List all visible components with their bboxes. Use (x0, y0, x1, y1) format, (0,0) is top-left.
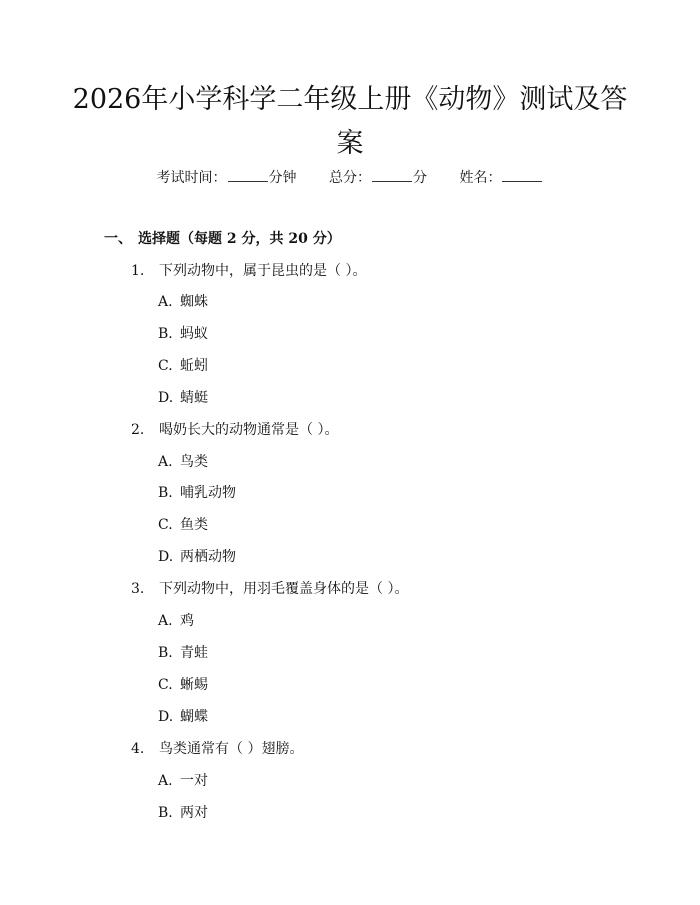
option-letter: A. (158, 454, 173, 470)
exam-time-label: 考试时间： (156, 170, 227, 186)
option-4a (158, 771, 208, 791)
student-name-label: 姓名： (459, 170, 502, 186)
total-score-field (329, 168, 427, 188)
option-text: 一对 (180, 773, 208, 789)
question-number: 2. (131, 422, 145, 438)
option-letter: B. (158, 485, 173, 501)
student-name-blank (502, 169, 542, 182)
option-1a (158, 292, 208, 312)
option-text: 青蛙 (180, 645, 208, 661)
question-number: 4. (131, 741, 145, 757)
option-letter: B. (158, 805, 173, 821)
option-letter: D. (158, 390, 174, 406)
option-text: 蜥蜴 (180, 677, 208, 693)
option-letter: A. (158, 613, 173, 629)
option-letter: A. (158, 773, 173, 789)
option-2b (158, 483, 236, 503)
option-letter: A. (158, 294, 173, 310)
option-3b (158, 643, 208, 663)
exam-time-field (157, 168, 297, 188)
question-text: 下列动物中，用羽毛覆盖身体的是（ ）。 (159, 581, 409, 597)
exam-info-line (0, 168, 700, 188)
option-2a (158, 452, 208, 472)
option-text: 两栖动物 (180, 549, 236, 565)
option-3c (158, 675, 208, 695)
option-letter: C. (158, 677, 173, 693)
option-text: 鸟类 (180, 454, 208, 470)
total-score-blank (372, 169, 412, 182)
option-letter: B. (158, 326, 173, 342)
total-score-unit: 分 (413, 170, 427, 186)
option-2d (158, 547, 236, 567)
exam-time-blank (228, 169, 268, 182)
option-text: 鸡 (180, 613, 194, 629)
option-text: 两对 (180, 805, 208, 821)
option-text: 蚯蚓 (180, 358, 208, 374)
section-number: 一、 (104, 231, 132, 247)
option-text: 哺乳动物 (180, 485, 236, 501)
option-letter: C. (158, 358, 173, 374)
question-3 (131, 579, 408, 599)
option-text: 蝴蝶 (180, 709, 208, 725)
option-4b (158, 803, 208, 823)
question-number: 3. (131, 581, 145, 597)
option-letter: D. (158, 709, 174, 725)
option-1c (158, 356, 208, 376)
option-letter: B. (158, 645, 173, 661)
section-heading (104, 229, 341, 249)
question-number: 1. (131, 263, 145, 279)
option-letter: D. (158, 549, 174, 565)
question-text: 鸟类通常有（ ）翅膀。 (159, 741, 304, 757)
question-2 (131, 420, 338, 440)
question-text: 下列动物中，属于昆虫的是（ ）。 (159, 263, 367, 279)
student-name-field (459, 168, 543, 188)
question-1 (131, 261, 366, 281)
page-title: 2026年小学科学二年级上册《动物》测试及答案 (72, 84, 628, 159)
option-letter: C. (158, 517, 173, 533)
option-text: 鱼类 (180, 517, 208, 533)
option-3a (158, 611, 194, 631)
option-text: 蜘蛛 (180, 294, 208, 310)
option-3d (158, 707, 208, 727)
section-title: 选择题（每题 2 分，共 20 分） (138, 231, 341, 247)
option-text: 蜻蜓 (180, 390, 208, 406)
option-text: 蚂蚁 (180, 326, 208, 342)
exam-time-unit: 分钟 (268, 170, 297, 186)
question-4 (131, 739, 303, 759)
question-text: 喝奶长大的动物通常是（ ）。 (159, 422, 339, 438)
option-2c (158, 515, 208, 535)
total-score-label: 总分： (329, 170, 371, 186)
option-1b (158, 324, 208, 344)
option-1d (158, 388, 208, 408)
